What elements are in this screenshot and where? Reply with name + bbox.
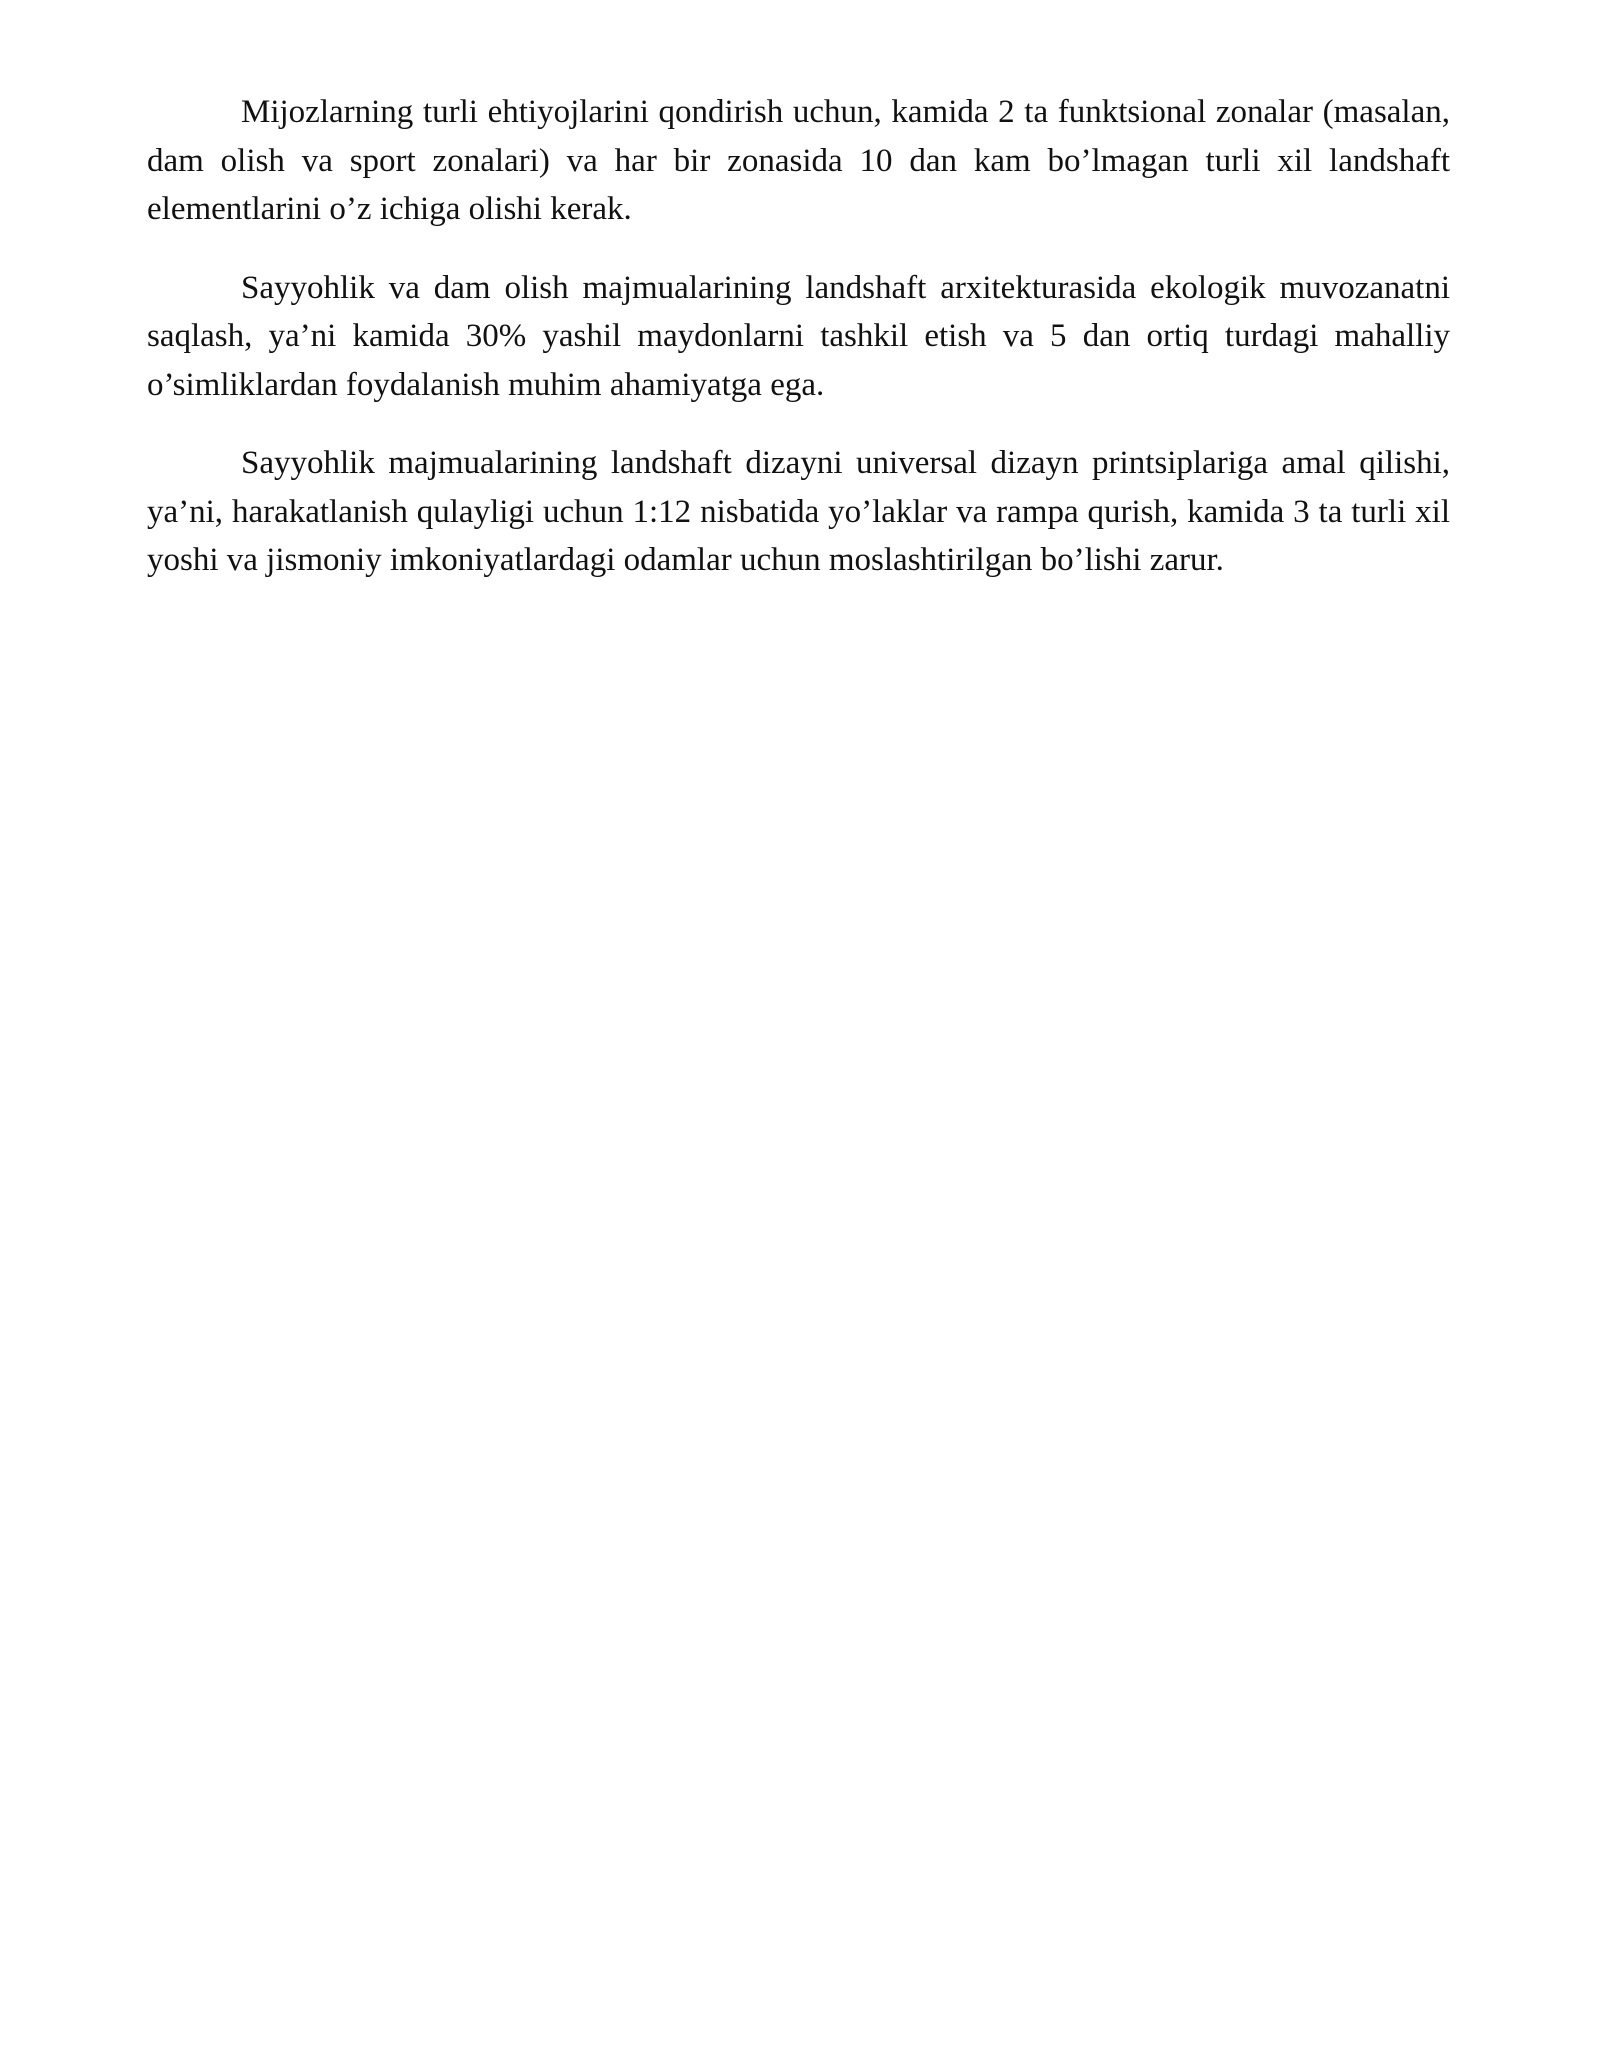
paragraph-functional-zones: Mijozlarning turli ehtiyojlarini qondirish uchun, kamida 2 ta funktsional zonalar (masalan, dam olish va sport zonalari) va har bir zonasida 10 dan kam bo’lmagan turli xil landshaft elementlarini o’z ichiga olishi kerak. bbox=[147, 94, 1450, 227]
paragraph-ecological-balance: Sayyohlik va dam olish majmualarining landshaft arxitekturasida ekologik muvozanatni saqlash, ya’ni kamida 30% yashil maydonlarni tashkil etish va 5 dan ortiq turdagi mahalliy o’simliklardan foydalanish muhim ahamiyatga ega. bbox=[147, 269, 1450, 403]
paragraph-universal-design: Sayyohlik majmualarining landshaft dizayni universal dizayn printsiplariga amal qilishi, ya’ni, harakatlanish qulayligi uchun 1:12 nisbatida yo’laklar va rampa qurish, kamida 3 ta turli xil yoshi va jismoniy imkoniyatlardagi odamlar uchun moslashtirilgan bo’lishi zarur. bbox=[147, 445, 1450, 578]
document-body bbox=[147, 88, 1450, 615]
